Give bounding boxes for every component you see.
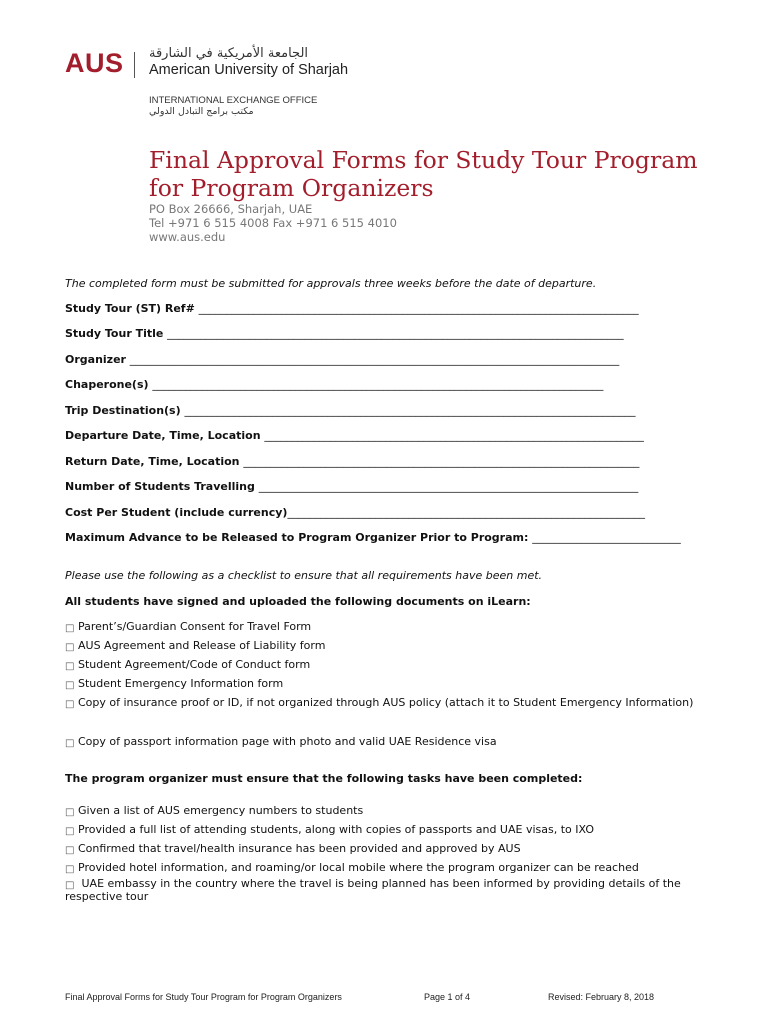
field-trip-destinations-blank[interactable]: __________________________________________________________________________________	[184, 404, 636, 417]
field-number-of-students-blank[interactable]: _____________________________________________________________________	[258, 480, 639, 493]
checklist-item: □Copy of insurance proof or ID, if not organized through AUS policy (attach it to Student Emergency Information)	[65, 693, 705, 712]
footer-revision-date: Revised: February 8, 2018	[548, 992, 655, 1002]
field-departure: Departure Date, Time, Location _____________________________________________________________________	[65, 429, 644, 442]
checklist-item: □AUS Agreement and Release of Liability form	[65, 639, 325, 652]
checkbox-icon[interactable]	[65, 843, 77, 854]
phone-fax-line: Tel +971 6 515 4008 Fax +971 6 515 4010	[149, 216, 397, 230]
field-organizer-blank[interactable]: _________________________________________________________________________________________	[129, 353, 620, 366]
checklist-item: □Copy of passport information page with photo and valid UAE Residence visa	[65, 735, 497, 748]
logo-arabic-name: الجامعة الأمريكية في الشارقة	[149, 46, 309, 61]
office-name-english: INTERNATIONAL EXCHANGE OFFICE	[149, 95, 318, 106]
checklist-item: □Student Emergency Information form	[65, 677, 283, 690]
field-organizer: Organizer _________________________________________________________________________________________	[65, 353, 620, 366]
checkbox-icon[interactable]	[65, 640, 77, 651]
checkbox-icon[interactable]	[65, 805, 77, 816]
document-title: Final Approval Forms for Study Tour Program for Program Organizers	[149, 146, 698, 202]
section-tasks-heading: The program organizer must ensure that the following tasks have been completed:	[65, 772, 583, 785]
footer-page-number: Page 1 of 4	[424, 992, 471, 1002]
checkbox-icon[interactable]	[65, 678, 77, 689]
logo-english-name: American University of Sharjah	[149, 62, 349, 78]
website-line: www.aus.edu	[149, 230, 226, 244]
task-item: □Confirmed that travel/health insurance has been provided and approved by AUS	[65, 842, 521, 855]
section-documents-heading: All students have signed and uploaded the following documents on iLearn:	[65, 595, 531, 608]
task-item: □Provided a full list of attending students, along with copies of passports and UAE visas, to IXO	[65, 823, 594, 836]
field-return: Return Date, Time, Location ________________________________________________________________________	[65, 455, 640, 468]
field-study-tour-title: Study Tour Title ___________________________________________________________________________________	[65, 327, 624, 340]
field-st-ref: Study Tour (ST) Ref# ________________________________________________________________________________	[65, 302, 639, 315]
checklist-item: □Student Agreement/Code of Conduct form	[65, 658, 310, 671]
footer-document-name: Final Approval Forms for Study Tour Program for Program Organizers	[65, 992, 342, 1002]
field-cost-per-student-blank[interactable]: _________________________________________________________________	[287, 506, 645, 519]
field-chaperones: Chaperone(s) __________________________________________________________________________________	[65, 378, 604, 391]
field-cost-per-student: Cost Per Student (include currency)_________________________________________________________________	[65, 506, 645, 519]
office-name-arabic: مكتب برامج التبادل الدولي	[149, 106, 254, 117]
field-chaperones-blank[interactable]: __________________________________________________________________________________	[152, 378, 604, 391]
field-study-tour-title-blank[interactable]: ___________________________________________________________________________________	[167, 327, 624, 340]
checkbox-icon[interactable]	[65, 659, 77, 670]
checkbox-icon[interactable]	[65, 862, 77, 873]
task-item: □Provided hotel information, and roaming/or local mobile where the program organizer can be reached	[65, 861, 639, 874]
checkbox-icon[interactable]	[65, 878, 77, 889]
address-line: PO Box 26666, Sharjah, UAE	[149, 202, 313, 216]
checkbox-icon[interactable]	[65, 694, 77, 705]
field-trip-destinations: Trip Destination(s) __________________________________________________________________________________	[65, 404, 636, 417]
task-item: □ UAE embassy in the country where the travel is being planned has been informed by providing details of the respective tour	[65, 877, 705, 903]
aus-logo: AUS	[65, 48, 124, 78]
task-item: □Given a list of AUS emergency numbers to students	[65, 804, 363, 817]
checkbox-icon[interactable]	[65, 824, 77, 835]
checkbox-icon[interactable]	[65, 621, 77, 632]
field-maximum-advance: Maximum Advance to be Released to Program Organizer Prior to Program: ___________________________	[65, 531, 681, 544]
checklist-item: □Parent’s/Guardian Consent for Travel Form	[65, 620, 311, 633]
field-number-of-students: Number of Students Travelling _____________________________________________________________________	[65, 480, 639, 493]
submission-instruction: The completed form must be submitted for approvals three weeks before the date of departure.	[65, 277, 597, 290]
logo-divider	[134, 52, 135, 78]
checkbox-icon[interactable]	[65, 736, 77, 747]
field-departure-blank[interactable]: _____________________________________________________________________	[264, 429, 644, 442]
checklist-note: Please use the following as a checklist to ensure that all requirements have been met.	[65, 569, 543, 582]
field-st-ref-blank[interactable]: ________________________________________________________________________________	[198, 302, 639, 315]
field-maximum-advance-blank[interactable]: ___________________________	[532, 531, 681, 544]
field-return-blank[interactable]: ________________________________________________________________________	[243, 455, 640, 468]
